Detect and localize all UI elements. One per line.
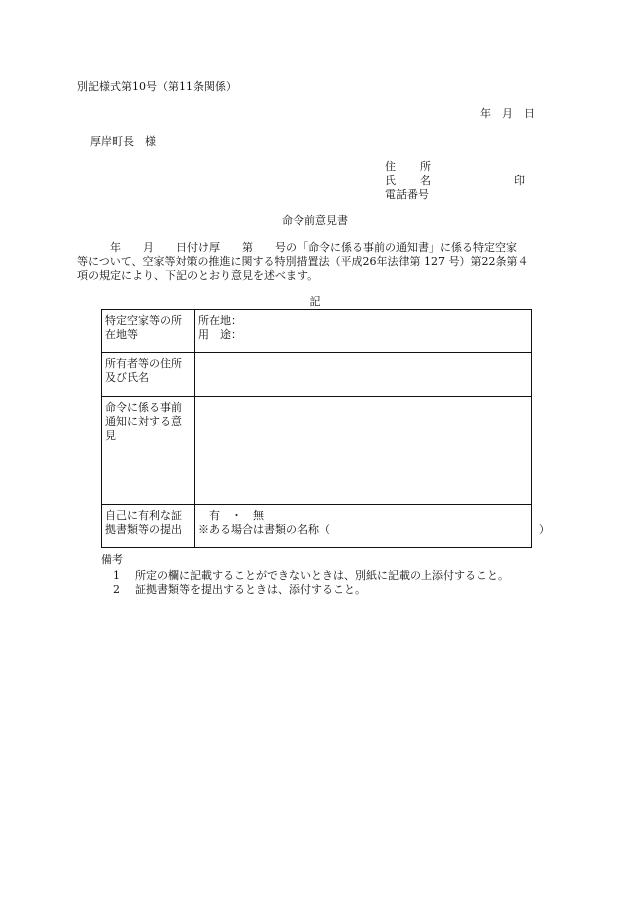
evidence-document-name: ※ある場合は書類の名称（ ） [198, 523, 550, 536]
body-line: 年 月 日付け厚 第 号の「命令に係る事前の通知書」に係る特定空家 [77, 241, 517, 254]
seal-mark: 印 [514, 174, 525, 187]
row-value-owner-address-name [195, 353, 532, 397]
note-number: 1 [113, 569, 120, 582]
location-field-label: 所在地： [198, 314, 242, 327]
row-value-evidence [195, 505, 550, 548]
document-title: 命令前意見書 [282, 214, 348, 227]
row-label-property-location: 特定空家等の所在地等 [102, 310, 195, 353]
table-row [102, 505, 532, 548]
table-row [102, 310, 532, 353]
row-value-opinion [195, 397, 532, 505]
row-label-opinion: 命令に係る事前通知に対する意見 [102, 397, 195, 505]
body-paragraph [77, 241, 551, 283]
row-label-owner-address-name: 所有者等の住所及び氏名 [102, 353, 195, 397]
body-line: 項の規定により、下記のとおり意見を述べます。 [77, 269, 319, 282]
notes-heading: 備考 [101, 553, 123, 566]
note-item [113, 569, 509, 582]
table-row [102, 353, 532, 397]
use-field-label: 用 途： [198, 328, 242, 341]
note-number: 2 [113, 583, 120, 596]
row-value-property-location [195, 310, 532, 353]
opinion-table [101, 309, 550, 548]
evidence-yes-no: 有 ・ 無 [198, 509, 264, 522]
ki-heading: 記 [309, 295, 321, 308]
form-number: 別記様式第10号（第11条関係） [77, 80, 237, 93]
applicant-name-label: 氏 名 [385, 174, 431, 187]
body-line: 等について、空家等対策の推進に関する特別措置法（平成26年法律第 127 号）第22条第４ [77, 255, 529, 268]
row-label-evidence: 自己に有利な証拠書類等の提出 [102, 505, 195, 548]
applicant-phone-label: 電話番号 [385, 188, 429, 201]
note-text: 所定の欄に記載することができないときは、別紙に記載の上添付すること。 [135, 569, 509, 582]
note-item [113, 583, 366, 596]
table-row [102, 397, 532, 505]
date-line: 年 月 日 [480, 107, 535, 120]
applicant-address-label: 住 所 [385, 160, 431, 173]
addressee: 厚岸町長 様 [90, 135, 156, 148]
note-text: 証拠書類等を提出するときは、添付すること。 [135, 583, 366, 596]
